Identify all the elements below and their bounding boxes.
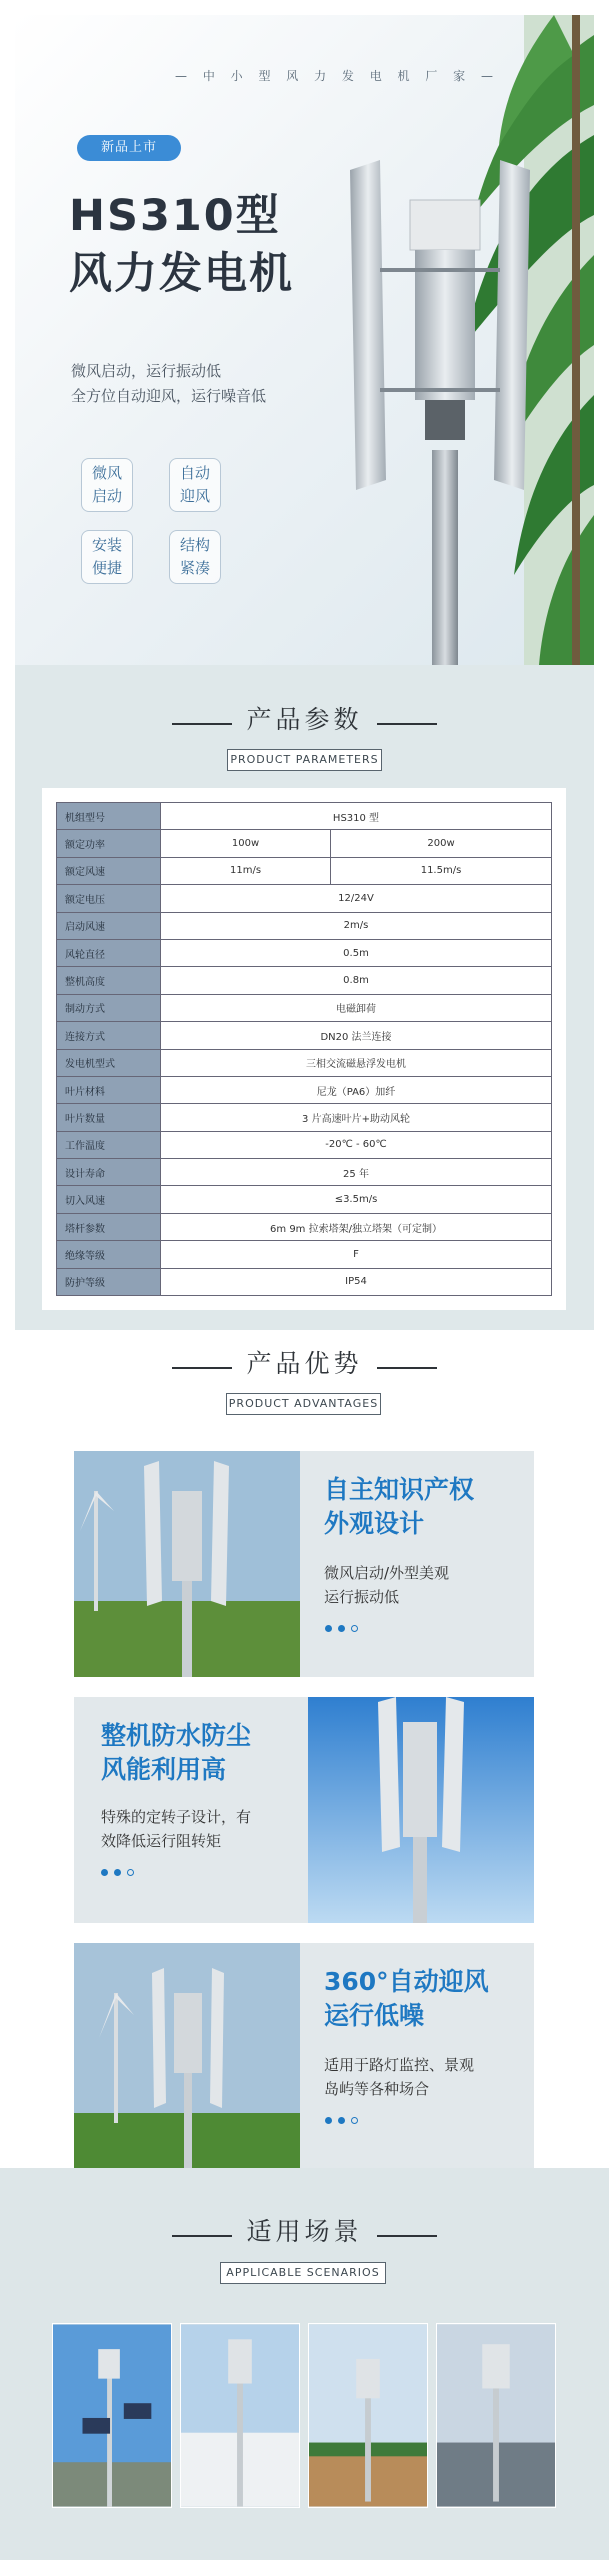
feature-text: 迎风: [179, 487, 210, 505]
advantage-desc-line: 岛屿等各种场合: [324, 2080, 430, 2098]
param-value: 25 年: [161, 1159, 552, 1186]
param-value: 0.5m: [161, 939, 552, 966]
new-product-badge: 新品上市: [77, 135, 181, 161]
param-key: 额定功率: [57, 830, 161, 857]
param-key: 设计寿命: [57, 1159, 161, 1186]
param-value: 0.8m: [161, 967, 552, 994]
advantage-title: [324, 1473, 474, 1541]
feature-text: 微风: [91, 464, 122, 482]
advantage-desc-line: 微风启动/外型美观: [324, 1564, 450, 1582]
advantage-title: [101, 1719, 251, 1787]
advantage-title-line: 整机防水防尘: [101, 1721, 252, 1750]
divider: [172, 1367, 232, 1369]
param-key: 启动风速: [57, 912, 161, 939]
dot-icon: [351, 1625, 358, 1632]
advantage-title-line: 外观设计: [324, 1509, 425, 1538]
dot-icon: [127, 1869, 134, 1876]
advantage-desc: [324, 1561, 449, 1609]
subtitle-line: 全方位自动迎风，运行噪音低: [71, 387, 267, 405]
scenario-photo-rooftop: [436, 2323, 556, 2508]
params-heading: [0, 700, 609, 736]
table-row: [57, 885, 552, 912]
carousel-dots: [101, 1861, 140, 1880]
dot-icon: [338, 2117, 345, 2124]
section-title: 产品参数: [246, 705, 363, 734]
param-key: 额定风速: [57, 857, 161, 884]
param-value: -20℃ - 60℃: [161, 1131, 552, 1158]
param-value: 电磁卸荷: [161, 994, 552, 1021]
param-key: 切入风速: [57, 1186, 161, 1213]
tagline: — 中 小 型 风 力 发 电 机 厂 家 —: [175, 69, 499, 83]
param-key: 连接方式: [57, 1022, 161, 1049]
dot-icon: [351, 2117, 358, 2124]
param-value: ≤3.5m/s: [161, 1186, 552, 1213]
param-key: 制动方式: [57, 994, 161, 1021]
advantage-desc: [101, 1805, 251, 1853]
param-key: 机组型号: [57, 803, 161, 830]
feature-text: 便捷: [91, 559, 122, 577]
param-key: 整机高度: [57, 967, 161, 994]
table-row: [57, 830, 552, 857]
table-row: [57, 1186, 552, 1213]
param-value: HS310 型: [161, 803, 552, 830]
params-table: [56, 802, 552, 1296]
turbine-photo: [308, 1697, 534, 1923]
scenario-photo-snowfield: [180, 2323, 300, 2508]
param-key: 风轮直径: [57, 939, 161, 966]
table-row: [57, 1049, 552, 1076]
param-value: IP54: [161, 1268, 552, 1295]
table-row: [57, 967, 552, 994]
param-key: 叶片材料: [57, 1076, 161, 1103]
advantage-desc-line: 特殊的定转子设计，有: [101, 1808, 252, 1826]
feature-badge: [169, 530, 221, 584]
title-model: HS310型: [69, 191, 281, 241]
advantage-title-line: 自主知识产权: [324, 1475, 475, 1504]
advantage-card: [74, 1697, 534, 1923]
table-row: [57, 1213, 552, 1240]
param-value: 11m/s: [161, 857, 331, 884]
param-value: 2m/s: [161, 912, 552, 939]
param-key: 绝缘等级: [57, 1241, 161, 1268]
section-subtitle: PRODUCT ADVANTAGES: [226, 1393, 381, 1415]
dot-icon: [114, 1869, 121, 1876]
param-key: 塔杆参数: [57, 1213, 161, 1240]
feature-badge: [81, 530, 133, 584]
advantage-title-line: 运行低噪: [324, 2001, 425, 2030]
param-value: 3 片高速叶片+助动风轮: [161, 1104, 552, 1131]
param-value: 尼龙（PA6）加纤: [161, 1076, 552, 1103]
dot-icon: [101, 1869, 108, 1876]
advantage-desc-line: 效降低运行阻转矩: [101, 1832, 222, 1850]
section-title: 产品优势: [246, 1349, 363, 1378]
params-table-card: [42, 788, 566, 1310]
advantage-desc-line: 适用于路灯监控、景观: [324, 2056, 475, 2074]
feature-badge: [169, 458, 221, 512]
scenario-photo-roadside: [308, 2323, 428, 2508]
table-row: [57, 1131, 552, 1158]
carousel-dots: [325, 2109, 364, 2128]
turbine-photo: [74, 1451, 300, 1677]
page-title: [69, 187, 294, 303]
table-row: [57, 857, 552, 884]
divider: [377, 1367, 437, 1369]
scenario-photo-streetlight: [52, 2323, 172, 2508]
feature-text: 安装: [91, 536, 122, 554]
section-subtitle: APPLICABLE SCENARIOS: [220, 2262, 386, 2284]
table-row: [57, 1268, 552, 1295]
table-row: [57, 1159, 552, 1186]
feature-text: 紧凑: [179, 559, 210, 577]
hero-banner: [15, 15, 594, 665]
advantage-title-line: 风能利用高: [101, 1755, 227, 1784]
param-key: 发电机型式: [57, 1049, 161, 1076]
feature-badge: [81, 458, 133, 512]
divider: [377, 723, 437, 725]
table-row: [57, 1241, 552, 1268]
param-value: F: [161, 1241, 552, 1268]
param-value: 三相交流磁悬浮发电机: [161, 1049, 552, 1076]
carousel-dots: [325, 1617, 364, 1636]
param-key: 防护等级: [57, 1268, 161, 1295]
param-value: 6m 9m 拉索塔架/独立塔架（可定制）: [161, 1213, 552, 1240]
feature-text: 自动: [179, 464, 210, 482]
param-key: 叶片数量: [57, 1104, 161, 1131]
scenarios-heading: [0, 2212, 609, 2248]
divider: [172, 723, 232, 725]
dot-icon: [338, 1625, 345, 1632]
param-value: 200w: [331, 830, 552, 857]
feature-text: 启动: [91, 487, 122, 505]
subtitle-line: 微风启动，运行振动低: [71, 362, 222, 380]
advantage-card: [74, 1451, 534, 1677]
table-row: [57, 912, 552, 939]
wind-turbine-image: [340, 150, 550, 665]
section-subtitle: PRODUCT PARAMETERS: [227, 749, 382, 771]
table-row: [57, 1022, 552, 1049]
table-row: [57, 1076, 552, 1103]
table-row: [57, 1104, 552, 1131]
param-value: 11.5m/s: [331, 857, 552, 884]
param-value: DN20 法兰连接: [161, 1022, 552, 1049]
table-row: [57, 803, 552, 830]
advantage-title-line: 360°自动迎风: [324, 1967, 489, 1996]
section-title: 适用场景: [246, 2217, 363, 2246]
advantage-desc-line: 运行振动低: [324, 1588, 400, 1606]
advantages-heading: [0, 1344, 609, 1380]
turbine-photo: [74, 1943, 300, 2169]
divider: [377, 2235, 437, 2237]
hero-subtitle: [71, 359, 266, 409]
title-product: 风力发电机: [69, 249, 294, 299]
dot-icon: [325, 1625, 332, 1632]
advantage-desc: [324, 2053, 474, 2101]
advantage-title: [324, 1965, 489, 2033]
divider: [172, 2235, 232, 2237]
table-row: [57, 939, 552, 966]
advantage-card: [74, 1943, 534, 2169]
param-value: 100w: [161, 830, 331, 857]
dot-icon: [325, 2117, 332, 2124]
param-value: 12/24V: [161, 885, 552, 912]
feature-text: 结构: [179, 536, 210, 554]
table-row: [57, 994, 552, 1021]
param-key: 工作温度: [57, 1131, 161, 1158]
param-key: 额定电压: [57, 885, 161, 912]
